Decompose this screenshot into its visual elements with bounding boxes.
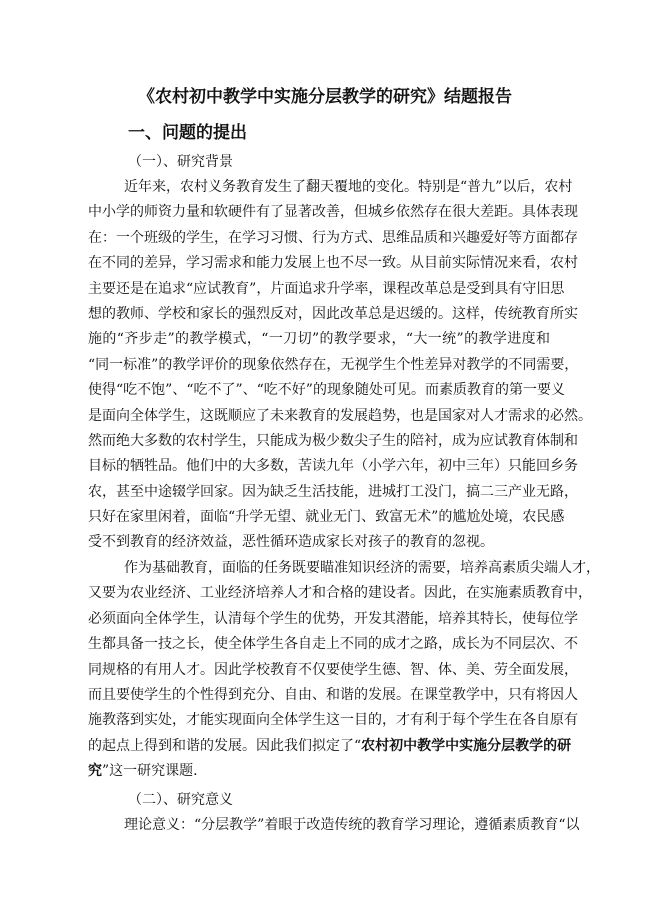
- text-line: 又要为农业经济、工业经济培养人才和合格的建设者。因此，在实施素质教育中，: [88, 585, 592, 602]
- text-line: 施教落到实处，才能实现面向全体学生这一目的，才有利于每个学生在各自原有: [88, 712, 578, 729]
- research-topic-emphasis: 农村初中教学中实施分层教学的研: [361, 737, 572, 754]
- text-line: 近年来，农村义务教育发生了翻天覆地的变化。特别是“普九”以后，农村: [124, 179, 573, 195]
- text-line: 只好在家里闲着，面临“升学无望、就业无门、致富无术”的尴尬处境，农民感: [88, 509, 565, 526]
- text-line: 必须面向全体学生，认清每个学生的优势，开发其潜能，培养其特长，使每位学: [88, 610, 578, 627]
- text-line: 在：一个班级的学生，在学习习惯、行为方式、思维品质和兴趣爱好等方面都存: [88, 229, 578, 246]
- report-title: 《农村初中教学中实施分层教学的研究》结题报告: [138, 87, 512, 107]
- paragraph-purpose: [88, 556, 600, 785]
- paragraph-significance: [88, 813, 580, 838]
- text-run: 的起点上得到和谐的发展。因此我们拟定了“: [88, 737, 362, 754]
- text-line: 目标的牺牲品。他们中的大多数，苦读九年（小学六年，初中三年）只能回乡务: [88, 458, 578, 475]
- text-line: 是面向全体学生，这既顺应了未来教育的发展趋势，也是国家对人才需求的必然。: [88, 407, 592, 424]
- paragraph-background: [88, 175, 592, 556]
- text-line: “同一标准”的教学评价的现象依然存在，无视学生个性差异对教学的不同需要，: [88, 356, 579, 373]
- text-line: 然而绝大多数的农村学生，只能成为极少数尖子生的陪衬，成为应试教育体制和: [88, 432, 578, 449]
- text-line: 同规格的有用人才。因此学校教育不仅要使学生德、智、体、美、劳全面发展，: [88, 661, 578, 678]
- text-line: 中小学的师资力量和软硬件有了显著改善，但城乡依然存在很大差距。具体表现: [88, 204, 578, 221]
- text-line: 在不同的差异，学习需求和能力发展上也不尽一致。从目前实际情况来看，农村: [88, 255, 578, 272]
- section-heading-problem: 一、问题的提出: [128, 123, 247, 143]
- research-topic-emphasis: 究: [88, 763, 102, 780]
- text-line: [88, 759, 550, 784]
- text-run: ”这一研究课题.: [102, 763, 198, 780]
- text-line: 农，甚至中途辍学回家。因为缺乏生活技能，进城打工没门，搞二三产业无路，: [88, 483, 578, 500]
- subsection-heading-significance: （二）、研究意义: [128, 792, 233, 808]
- text-line: 作为基础教育，面临的任务既要瞄准知识经济的需要，培养高素质尖端人才，: [124, 560, 600, 576]
- text-line: [88, 734, 572, 759]
- text-line: 生都具备一技之长，使全体学生各自走上不同的成才之路，成长为不同层次、不: [88, 636, 578, 653]
- text-line: 使得“吃不饱”、“吃不了”、“吃不好”的现象随处可见。而素质教育的第一要义: [88, 382, 565, 399]
- subsection-heading-background: （一）、研究背景: [128, 154, 233, 170]
- text-line: 想的教师、学校和家长的强烈反对，因此改革总是迟缓的。这样，传统教育所实: [88, 305, 578, 322]
- text-line: 施的“齐步走”的教学模式，“一刀切”的教学要求，“大一统”的教学进度和: [88, 331, 550, 348]
- text-line: 理论意义：“分层教学”着眼于改造传统的教育学习理论，遵循素质教育“以: [124, 817, 580, 833]
- text-line: 受不到教育的经济效益，恶性循环造成家长对孩子的教育的忽视。: [88, 534, 494, 551]
- text-line: 主要还是在追求“应试教育”，片面追求升学率，课程改革总是受到具有守旧思: [88, 280, 565, 297]
- text-line: 而且要使学生的个性得到充分、自由、和谐的发展。在课堂教学中，只有将因人: [88, 686, 578, 703]
